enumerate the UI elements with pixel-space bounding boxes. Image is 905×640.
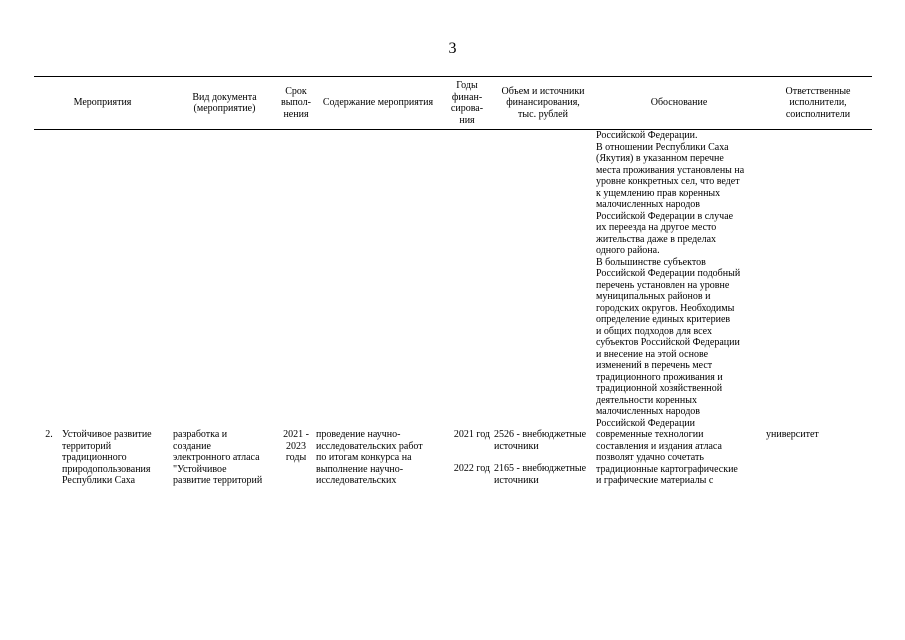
- measures-table: [34, 76, 872, 497]
- header-measures: Мероприятия: [34, 77, 171, 130]
- header-row: [34, 77, 872, 130]
- fin-years-cell: [442, 429, 492, 497]
- justification-cell: современные технологии составления и издания атласа позволят удачно сочетать традиционные картографические и графические материалы с: [596, 429, 738, 486]
- header-volume: Объем и источники финансирования, тыс. рублей: [492, 77, 594, 130]
- header-fin-years: Годы финан- сирова- ния: [442, 77, 492, 130]
- content-cell: проведение научно- исследовательских работ по итогам конкурса на выполнение научно- исследовательских: [316, 429, 423, 486]
- header-term: Срок выпол- нения: [278, 77, 314, 130]
- header-doc-type: Вид документа (мероприятие): [171, 77, 278, 130]
- fin-year-2021: 2021 год: [453, 429, 490, 440]
- header-content: Содержание мероприятия: [314, 77, 442, 130]
- page-number: 3: [448, 40, 457, 57]
- header-justification: Обоснование: [594, 77, 764, 130]
- header-responsible: Ответственные исполнители, соисполнители: [764, 77, 872, 130]
- fin-source-2021: 2526 - внебюджетные источники: [494, 429, 587, 452]
- table-row: [34, 429, 872, 497]
- term-cell: 2021 - 2023 годы: [283, 429, 309, 463]
- volume-cell: [492, 429, 594, 497]
- measure-cell: [34, 429, 171, 497]
- responsible-cell: университет: [766, 429, 819, 440]
- measure-text: Устойчивое развитие территорий традиционного природопользования Республики Саха: [62, 429, 152, 486]
- row-number: 2.: [45, 429, 53, 440]
- fin-year-2022: 2022 год: [453, 463, 490, 474]
- table-row-continuation: [34, 130, 872, 430]
- doc-type-cell: разработка и создание электронного атласа "Устойчивое развитие территорий: [173, 429, 263, 486]
- fin-source-2022: 2165 - внебюджетные источники: [494, 463, 587, 486]
- justification-continuation: Российской Федерации. В отношении Республики Саха (Якутия) в указанном перечне места проживания установлены на уровне конкретных сел, что ведет к ущемлению прав коренных малочисленных народов Российской Федерации в случае их переезда на другое место жительства даже в пределах одного района. В большинстве субъектов Российской Федерации подобный перечень установлен на уровне муниципальных районов и городских округов. Необходимы определение единых критериев и общих подходов для всех субъектов Российской Федерации и внесение на этой основе изменений в перечень мест традиционного проживания и традиционной хозяйственной деятельности коренных малочисленных народов Российской Федерации: [596, 130, 745, 429]
